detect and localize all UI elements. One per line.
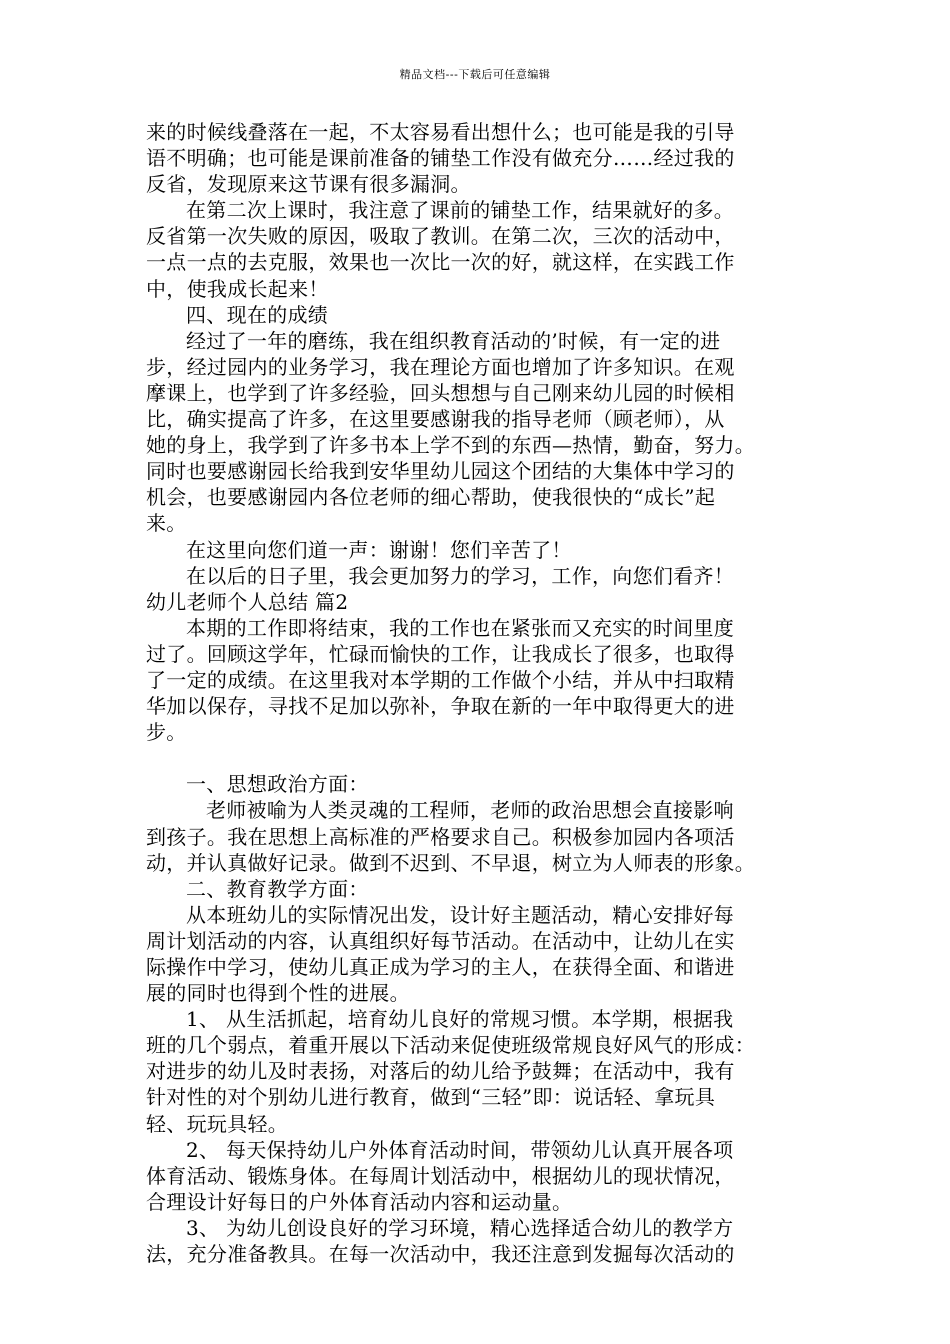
blank-line xyxy=(146,745,811,771)
document-body xyxy=(146,119,811,1267)
text-line: 反省，发现原来这节课有很多漏洞。 xyxy=(146,172,471,197)
text-line: 在第二次上课时，我注意了课前的铺垫工作，结果就好的多。 xyxy=(186,198,735,223)
text-line: 一点一点的去克服，效果也一次比一次的好，就这样，在实践工作 xyxy=(146,250,735,275)
text-line: 摩课上，也学到了许多经验，回头想想与自己刚来幼儿园的时候相 xyxy=(146,380,735,405)
text-line: 1、 从生活抓起，培育幼儿良好的常规习惯。本学期，根据我 xyxy=(186,1007,734,1032)
text-line: 她的身上，我学到了许多书本上学不到的东西—热情，勤奋，努力。 xyxy=(146,433,755,458)
text-line: 一、思想政治方面： xyxy=(186,772,369,797)
text-line: 过了。回顾这学年，忙碌而愉快的工作，让我成长了很多，也取得 xyxy=(146,641,735,666)
text-line: 华加以保存，寻找不足加以弥补，争取在新的一年中取得更大的进 xyxy=(146,694,735,719)
text-line: 语不明确；也可能是课前准备的铺垫工作没有做充分……经过我的 xyxy=(146,146,735,171)
text-line: 合理设计好每日的户外体育活动内容和运动量。 xyxy=(146,1189,573,1214)
text-line: 比，确实提高了许多，在这里要感谢我的指导老师（顾老师），从 xyxy=(146,407,725,432)
text-line: 到孩子。我在思想上高标准的严格要求自己。积极参加园内各项活 xyxy=(146,824,735,849)
text-line: 步。 xyxy=(146,720,187,745)
text-line: 轻、玩玩具轻。 xyxy=(146,1111,289,1136)
text-line: 二、教育教学方面： xyxy=(186,876,369,901)
text-line: 来。 xyxy=(146,511,187,536)
text-line: 中，使我成长起来！ xyxy=(146,276,329,301)
text-line: 经过了一年的磨练，我在组织教育活动的’时候，有一定的进 xyxy=(186,328,721,353)
text-line: 法，充分准备教具。在每一次活动中，我还注意到发掘每次活动的 xyxy=(146,1242,735,1267)
text-line: 幼儿老师个人总结 篇2 xyxy=(146,589,349,614)
text-line: 步，经过园内的业务学习，我在理论方面也增加了许多知识。在观 xyxy=(146,354,735,379)
text-line: 际操作中学习，使幼儿真正成为学习的主人，在获得全面、和谐进 xyxy=(146,955,735,979)
text-line: 班的几个弱点，着重开展以下活动来促使班级常规良好风气的形成： xyxy=(146,1033,755,1058)
text-line: 针对性的对个别幼儿进行教育，做到“三轻”即：说话轻、拿玩具 xyxy=(146,1085,716,1110)
text-line: 同时也要感谢园长给我到安华里幼儿园这个团结的大集体中学习的 xyxy=(146,459,735,484)
text-line: 四、现在的成绩 xyxy=(186,302,329,327)
text-line: 本期的工作即将结束，我的工作也在紧张而又充实的时间里度 xyxy=(186,615,735,640)
text-line: 来的时候线叠落在一起，不太容易看出想什么；也可能是我的引导 xyxy=(146,120,735,144)
text-line: 从本班幼儿的实际情况出发，设计好主题活动，精心安排好每 xyxy=(186,902,735,927)
text-line: 在这里向您们道一声：谢谢！您们辛苦了！ xyxy=(186,537,572,562)
text-line: 了一定的成绩。在这里我对本学期的工作做个小结，并从中扫取精 xyxy=(146,667,735,692)
text-line: 周计划活动的内容，认真组织好每节活动。在活动中，让幼儿在实 xyxy=(146,928,735,953)
text-line: 对进步的幼儿及时表扬，对落后的幼儿给予鼓舞；在活动中，我有 xyxy=(146,1059,735,1084)
text-line: 3、 为幼儿创设良好的学习环境，精心选择适合幼儿的教学方 xyxy=(186,1215,734,1240)
text-line: 动，并认真做好记录。做到不迟到、不早退，树立为人师表的形象。 xyxy=(146,850,755,875)
text-line: 2、 每天保持幼儿户外体育活动时间，带领幼儿认真开展各项 xyxy=(186,1137,734,1162)
text-line: 机会，也要感谢园内各位老师的细心帮助，使我很快的“成长”起 xyxy=(146,485,716,510)
text-line: 反省第一次失败的原因，吸取了教训。在第二次，三次的活动中， xyxy=(146,224,735,249)
text-line: 展的同时也得到个性的进展。 xyxy=(146,981,410,1006)
text-line: 老师被喻为人类灵魂的工程师，老师的政治思想会直接影响 xyxy=(206,798,734,823)
text-line: 在以后的日子里，我会更加努力的学习，工作，向您们看齐！ xyxy=(186,563,735,588)
page-header: 精品文档---下载后可任意编辑 xyxy=(399,68,551,81)
text-line: 体育活动、锻炼身体。在每周计划活动中，根据幼儿的现状情况， xyxy=(146,1163,735,1188)
